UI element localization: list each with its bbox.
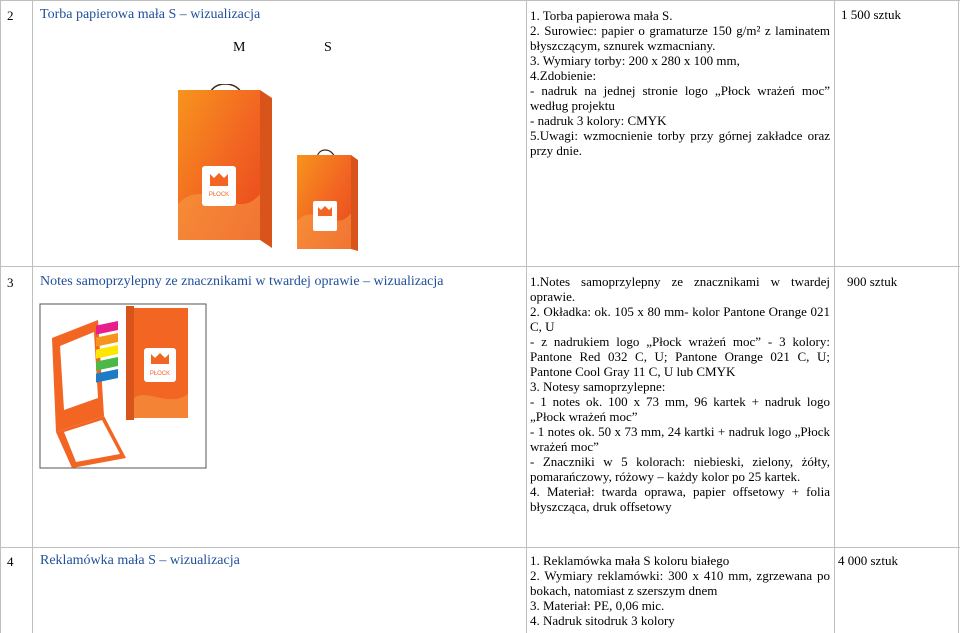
desc-line: 2. Okładka: ok. 105 x 80 mm- kolor Pantone Orange 021 C, U <box>530 304 830 334</box>
row-description <box>530 274 830 514</box>
row-title: Reklamówka mała S – wizualizacja <box>40 553 240 568</box>
desc-line: 1. Torba papierowa mała S. <box>530 8 673 23</box>
paper-bag-s-image <box>295 131 361 253</box>
desc-line: - nadruk na jednej stronie logo „Płock wrażeń moc” według projektu <box>530 83 830 113</box>
desc-line: 3. Materiał: PE, 0,06 mic. <box>530 598 665 613</box>
grid-vline-number <box>32 0 33 633</box>
bag-m-logo-text: PŁOCK <box>208 192 230 198</box>
row-description <box>530 8 830 158</box>
row-number: 2 <box>7 8 14 23</box>
row-number: 4 <box>7 554 14 569</box>
row-description <box>530 553 830 628</box>
desc-line: - Znaczniki w 5 kolorach: niebieski, zielony, żółty, pomarańczowy, różowy – każdy kolor po 25 kartek. <box>530 454 830 484</box>
sticky-notes-image <box>38 298 214 474</box>
row-quantity: 900 sztuk <box>847 274 898 289</box>
desc-line: - 1 notes ok. 100 x 73 mm, 96 kartek + nadruk logo „Płock wrażeń moc” <box>530 394 830 424</box>
desc-line: 2. Wymiary reklamówki: 300 x 410 mm, zgrzewana po bokach, natomiast z szerszym dnem <box>530 568 830 598</box>
size-label-m: M <box>233 40 246 55</box>
desc-line: 5.Uwagi: wzmocnienie torby przy górnej zakładce oraz przy dnie. <box>530 128 830 158</box>
desc-line: 2. Surowiec: papier o gramaturze 150 g/m² z laminatem błyszczącym, sznurek wzmacniany. <box>530 23 830 53</box>
grid-hline-row3 <box>0 266 960 267</box>
row-title: Torba papierowa mała S – wizualizacja <box>40 7 261 22</box>
grid-vline-desc <box>526 0 527 633</box>
desc-line: 1.Notes samoprzylepny ze znacznikami w twardej oprawie. <box>530 274 830 304</box>
desc-line: 3. Wymiary torby: 200 x 280 x 100 mm, <box>530 53 740 68</box>
notes-logo-text: PŁOCK <box>149 371 171 377</box>
row-quantity: 4 000 sztuk <box>838 553 898 568</box>
desc-line: 4. Materiał: twarda oprawa, papier offsetowy + folia błyszcząca, druk offsetowy <box>530 484 830 514</box>
desc-line: - z nadrukiem logo „Płock wrażeń moc” - 3 kolory: Pantone Red 032 C, U; Pantone Orange 021 C, U; Pantone Cool Gray 11 C, U lub CMYK <box>530 334 830 379</box>
desc-line: 4.Zdobienie: <box>530 68 597 83</box>
grid-vline-qty <box>834 0 835 633</box>
grid-hline-row4 <box>0 547 960 548</box>
grid-hline-top <box>0 0 960 1</box>
desc-line: 1. Reklamówka mała S koloru białego <box>530 553 730 568</box>
row-quantity: 1 500 sztuk <box>841 7 901 22</box>
desc-line: - nadruk 3 kolory: CMYK <box>530 113 667 128</box>
row-number: 3 <box>7 275 14 290</box>
desc-line: 3. Notesy samoprzylepne: <box>530 379 666 394</box>
desc-line: 4. Nadruk sitodruk 3 kolory <box>530 613 675 628</box>
desc-line: - 1 notes ok. 50 x 73 mm, 24 kartki + nadruk logo „Płock wrażeń moc” <box>530 424 830 454</box>
grid-vline-right <box>958 0 959 633</box>
grid-vline-left <box>0 0 1 633</box>
paper-bag-m-image <box>176 84 276 254</box>
row-title: Notes samoprzylepny ze znacznikami w twardej oprawie – wizualizacja <box>40 274 444 289</box>
size-label-s: S <box>324 40 332 55</box>
